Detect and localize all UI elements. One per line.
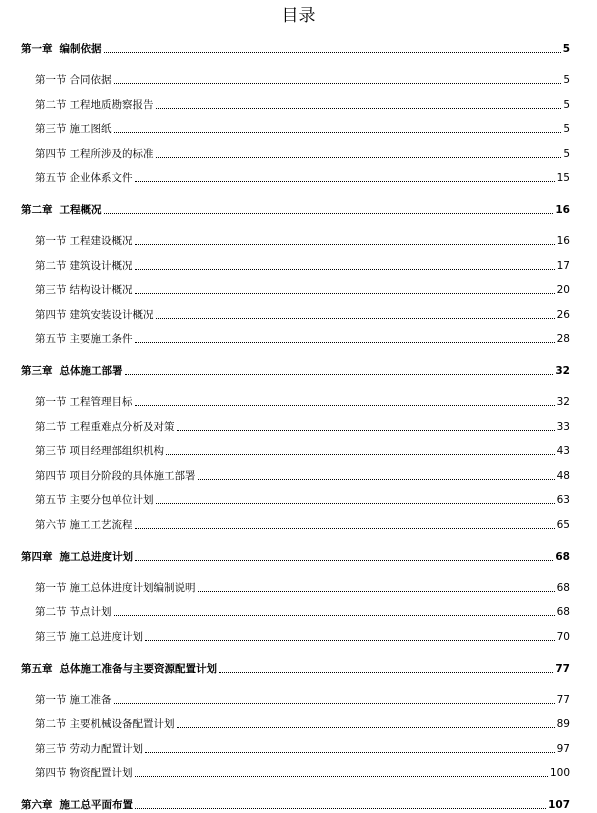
- toc-chapter-entry[interactable]: [21, 548, 570, 564]
- toc-dot-leader: [166, 454, 555, 455]
- toc-dot-leader: [145, 640, 555, 641]
- toc-chapter-entry[interactable]: [21, 40, 570, 56]
- toc-dot-leader: [104, 213, 554, 214]
- toc-entry-title: 总体施工部署: [59, 365, 123, 377]
- toc-dot-leader: [156, 318, 555, 319]
- toc-dot-leader: [156, 503, 555, 504]
- toc-entry-title: 项目分阶段的具体施工部署: [69, 470, 196, 482]
- toc-page-number: 70: [556, 631, 570, 643]
- toc-dot-leader: [177, 727, 555, 728]
- toc-chapter-entry[interactable]: [21, 362, 570, 378]
- toc-page-number: 16: [556, 235, 570, 247]
- toc-dot-leader: [219, 672, 553, 673]
- toc-page-number: 17: [556, 260, 570, 272]
- toc-page-number: 65: [556, 519, 570, 531]
- toc-section-entry[interactable]: [35, 232, 570, 248]
- toc-entry-title: 建筑设计概况: [69, 260, 133, 272]
- toc-entry-title: 主要分包单位计划: [69, 494, 154, 506]
- toc-section-entry[interactable]: [35, 71, 570, 87]
- toc-page-number: 97: [556, 743, 570, 755]
- toc-entry-number: 第一节: [35, 582, 67, 594]
- toc-dot-leader: [135, 560, 553, 561]
- toc-entry-number: 第六节: [35, 519, 67, 531]
- toc-dot-leader: [114, 83, 562, 84]
- toc-section-entry[interactable]: [35, 715, 570, 731]
- toc-entry-title: 施工总体进度计划编制说明: [69, 582, 196, 594]
- toc-page-number: 32: [556, 396, 570, 408]
- toc-entry-title: 企业体系文件: [69, 172, 133, 184]
- toc-dot-leader: [135, 269, 555, 270]
- toc-entry-number: 第三节: [35, 284, 67, 296]
- toc-entry-number: 第二节: [35, 718, 67, 730]
- toc-entry-number: 第一节: [35, 74, 67, 86]
- toc-dot-leader: [135, 293, 555, 294]
- toc-chapter-entry[interactable]: [21, 201, 570, 217]
- toc-entry-title: 主要施工条件: [69, 333, 133, 345]
- toc-page-number: 28: [556, 333, 570, 345]
- toc-entry-number: 第六章: [21, 799, 53, 811]
- toc-dot-leader: [156, 108, 562, 109]
- toc-entry-title: 结构设计概况: [69, 284, 133, 296]
- toc-entry-title: 总体施工准备与主要资源配置计划: [59, 663, 217, 675]
- toc-entry-title: 施工总进度计划: [59, 551, 133, 563]
- toc-page-number: 16: [555, 204, 570, 216]
- toc-chapter-entry[interactable]: [21, 660, 570, 676]
- toc-entry-number: 第二节: [35, 260, 67, 272]
- toc-section-entry[interactable]: [35, 603, 570, 619]
- toc-dot-leader: [135, 528, 555, 529]
- toc-entry-number: 第五节: [35, 172, 67, 184]
- toc-dot-leader: [135, 342, 555, 343]
- toc-entry-title: 节点计划: [69, 606, 112, 618]
- toc-page-number: 5: [563, 74, 570, 86]
- toc-entry-number: 第三章: [21, 365, 53, 377]
- toc-page-number: 77: [556, 694, 570, 706]
- toc-section-entry[interactable]: [35, 442, 570, 458]
- toc-dot-leader: [198, 479, 555, 480]
- toc-entry-title: 主要机械设备配置计划: [69, 718, 175, 730]
- toc-entry-number: 第四章: [21, 551, 53, 563]
- toc-entry-number: 第一节: [35, 694, 67, 706]
- toc-entry-number: 第三节: [35, 743, 67, 755]
- toc-page-number: 89: [556, 718, 570, 730]
- toc-entry-number: 第四节: [35, 309, 67, 321]
- toc-entry-number: 第四节: [35, 767, 67, 779]
- toc-section-entry[interactable]: [35, 691, 570, 707]
- toc-page-number: 43: [556, 445, 570, 457]
- toc-page-number: 33: [556, 421, 570, 433]
- toc-section-entry[interactable]: [35, 467, 570, 483]
- toc-dot-leader: [114, 615, 555, 616]
- toc-page-number: 26: [556, 309, 570, 321]
- toc-entry-title: 工程建设概况: [69, 235, 133, 247]
- toc-entry-number: 第五章: [21, 663, 53, 675]
- toc-section-entry[interactable]: [35, 764, 570, 780]
- toc-entry-title: 工程地质勘察报告: [69, 99, 154, 111]
- toc-chapter-entry[interactable]: [21, 796, 570, 812]
- toc-dot-leader: [145, 752, 555, 753]
- toc-dot-leader: [114, 132, 562, 133]
- toc-entry-title: 合同依据: [69, 74, 112, 86]
- toc-section-entry[interactable]: [35, 516, 570, 532]
- toc-section-entry[interactable]: [35, 257, 570, 273]
- toc-page-number: 5: [563, 148, 570, 160]
- toc-section-entry[interactable]: [35, 96, 570, 112]
- toc-entry-title: 编制依据: [59, 43, 102, 55]
- toc-page-number: 68: [556, 606, 570, 618]
- toc-entry-title: 建筑安装设计概况: [69, 309, 154, 321]
- toc-page-number: 48: [556, 470, 570, 482]
- toc-section-entry[interactable]: [35, 145, 570, 161]
- toc-page-number: 77: [555, 663, 570, 675]
- toc-entry-title: 施工总进度计划: [69, 631, 143, 643]
- toc-entry-title: 施工工艺流程: [69, 519, 133, 531]
- toc-page-number: 15: [556, 172, 570, 184]
- toc-section-entry[interactable]: [35, 628, 570, 644]
- toc-page-number: 68: [556, 582, 570, 594]
- toc-entry-title: 工程所涉及的标准: [69, 148, 154, 160]
- toc-section-entry[interactable]: [35, 740, 570, 756]
- toc-section-entry[interactable]: [35, 330, 570, 346]
- toc-entry-title: 物资配置计划: [69, 767, 133, 779]
- toc-section-entry[interactable]: [35, 306, 570, 322]
- toc-entry-number: 第一节: [35, 396, 67, 408]
- toc-section-entry[interactable]: [35, 579, 570, 595]
- toc-entry-number: 第一节: [35, 235, 67, 247]
- toc-section-entry[interactable]: [35, 393, 570, 409]
- toc-dot-leader: [135, 405, 555, 406]
- toc-section-entry[interactable]: [35, 281, 570, 297]
- toc-entry-title: 施工总平面布置: [59, 799, 133, 811]
- toc-entry-number: 第一章: [21, 43, 53, 55]
- toc-section-entry[interactable]: [35, 491, 570, 507]
- toc-page-number: 5: [563, 123, 570, 135]
- toc-dot-leader: [177, 430, 555, 431]
- toc-entry-title: 施工准备: [69, 694, 112, 706]
- toc-dot-leader: [135, 244, 555, 245]
- toc-page-number: 20: [556, 284, 570, 296]
- toc-dot-leader: [104, 52, 561, 53]
- toc-entry-number: 第三节: [35, 123, 67, 135]
- toc-page-number: 100: [549, 767, 570, 779]
- toc-entry-number: 第二章: [21, 204, 53, 216]
- toc-entry-number: 第五节: [35, 494, 67, 506]
- toc-entry-number: 第三节: [35, 445, 67, 457]
- toc-page-number: 68: [555, 551, 570, 563]
- toc-dot-leader: [125, 374, 554, 375]
- toc-dot-leader: [135, 776, 548, 777]
- toc-entry-title: 工程概况: [59, 204, 102, 216]
- toc-title: 目录: [281, 6, 316, 26]
- toc-entry-title: 项目经理部组织机构: [69, 445, 164, 457]
- toc-page-number: 5: [562, 43, 570, 55]
- toc-section-entry[interactable]: [35, 120, 570, 136]
- toc-entry-number: 第三节: [35, 631, 67, 643]
- toc-dot-leader: [156, 157, 562, 158]
- toc-dot-leader: [198, 591, 555, 592]
- toc-section-entry[interactable]: [35, 169, 570, 185]
- toc-entry-number: 第二节: [35, 99, 67, 111]
- toc-entry-title: 施工图纸: [69, 123, 112, 135]
- toc-entry-title: 工程管理目标: [69, 396, 133, 408]
- toc-page-number: 32: [555, 365, 570, 377]
- toc-dot-leader: [114, 703, 555, 704]
- toc-entry-number: 第五节: [35, 333, 67, 345]
- toc-entry-number: 第二节: [35, 606, 67, 618]
- toc-entry-number: 第二节: [35, 421, 67, 433]
- toc-page-number: 63: [556, 494, 570, 506]
- toc-entry-number: 第四节: [35, 470, 67, 482]
- toc-entry-title: 工程重难点分析及对策: [69, 421, 175, 433]
- toc-page-number: 5: [563, 99, 570, 111]
- toc-dot-leader: [135, 181, 555, 182]
- toc-dot-leader: [135, 808, 546, 809]
- toc-entry-number: 第四节: [35, 148, 67, 160]
- toc-entry-title: 劳动力配置计划: [69, 743, 143, 755]
- toc-section-entry[interactable]: [35, 418, 570, 434]
- toc-page-number: 107: [548, 799, 570, 811]
